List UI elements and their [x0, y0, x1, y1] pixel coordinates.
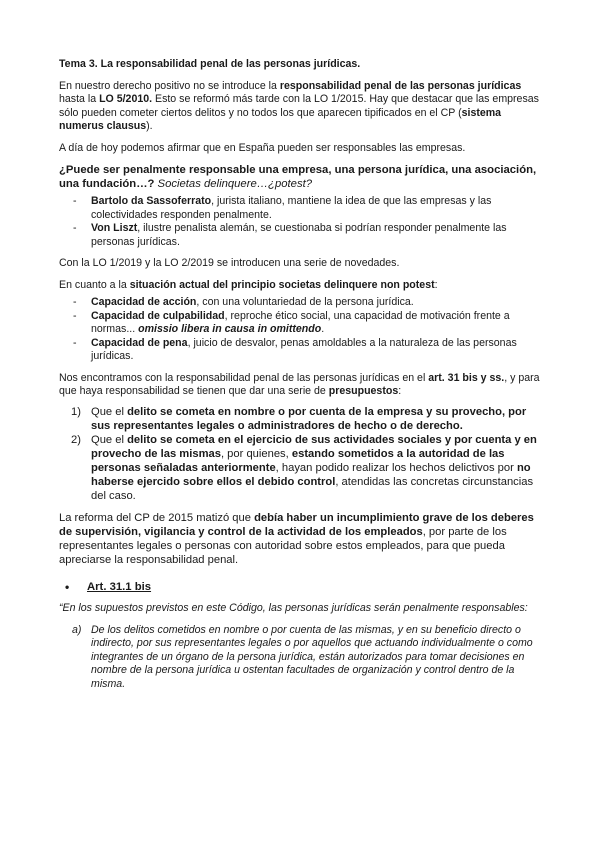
bold-text: LO 5/2010. [99, 93, 153, 105]
capacity-text: , juicio de desvalor, penas amoldables a la naturaleza de las personas jurídicas. [91, 336, 517, 362]
bold-text: delito se cometa en nombre o por cuenta de la empresa y su provecho, por sus representantes legales o administradores de hecho o de derecho. [91, 405, 527, 432]
article-heading [59, 581, 545, 595]
text-run: , por quienes, [220, 447, 292, 460]
capacity-name: Capacidad de acción [91, 296, 197, 308]
author-text: , ilustre penalista alemán, se cuestionaba si podrían responder penalmente las personas jurídicas. [91, 222, 507, 248]
text-run: : [434, 278, 438, 291]
author-name: Bartolo da Sassoferrato [91, 195, 212, 207]
list-item [59, 296, 545, 310]
text-run: , hayan podido realizar los hechos delictivos por [275, 461, 517, 474]
list-item [59, 222, 545, 249]
text-run: Que el [91, 433, 128, 446]
bold-text: art. 31 bis y ss. [428, 371, 505, 384]
question-bold: ¿Puede ser penalmente responsable una empresa, una persona jurídica, una asociación, una fundación…? [59, 164, 537, 190]
list-item [59, 433, 545, 503]
bold-text: responsabilidad penal de las personas jurídicas [279, 79, 522, 92]
item-number: 2) [71, 433, 81, 446]
quote-item-a [59, 624, 545, 692]
bold-text: sistema numerus clausus [59, 106, 502, 132]
bold-text: situación actual del principio societas delinquere non potest [129, 278, 435, 291]
bold-text: presupuestos [328, 385, 399, 397]
capacity-text: , reproche ético social, una capacidad de motivación frente a normas... [91, 309, 510, 335]
presupuestos-paragraph [59, 372, 545, 399]
capacity-text: , con una voluntariedad de la persona jurídica. [196, 296, 414, 308]
reform-paragraph [59, 511, 545, 567]
capacity-name: Capacidad de pena [91, 336, 188, 349]
text-run: : [398, 385, 402, 397]
spain-paragraph: A día de hoy podemos afirmar que en España pueden ser responsables las empresas. [59, 141, 466, 154]
text-run: En nuestro derecho positivo no se introduce la [59, 79, 280, 92]
article-label: Art. 31.1 bis [87, 580, 152, 593]
list-item: - Capacidad de culpabilidad, reproche ético social, una capacidad de motivación frente a normas... omissio libera in causa in omittendo. [59, 310, 545, 337]
text-run: , atendidas las concretas circunstancias del caso. [91, 475, 534, 502]
quote-text: De los delitos cometidos en nombre o por cuenta de las mismas, y en su beneficio directo o indirecto, por sus representantes legales o por aquellos que actuando individualmente o como integrantes de un órgano de la persona jurídica, están autorizados para tomar decisiones en nombre de la persona jurídica u ostentan facultades de organización y control dentro de la misma. [91, 623, 533, 690]
author-text: , jurista italiano, mantiene la idea de que las empresas y las colectividades responden penalmente. [91, 195, 492, 221]
bold-text: debía haber un incumplimiento grave de los deberes de supervisión, vigilancia y control de la actividad de los empleados [59, 511, 534, 538]
quote-intro: “En los supuestos previstos en este Código, las personas jurídicas serán penalmente responsables: [59, 602, 528, 614]
text-run: La reforma del CP de 2015 matizó que [59, 511, 255, 524]
bullet-icon: • [65, 579, 70, 594]
text-run: Nos encontramos con la responsabilidad penal de las personas jurídicas en el [59, 371, 429, 384]
list-item [59, 337, 545, 364]
intro-paragraph [59, 80, 545, 134]
capacity-name: Capacidad de culpabilidad [91, 309, 225, 322]
presupuestos-list [59, 405, 545, 503]
text-run: ). [146, 120, 153, 132]
situation-paragraph [59, 279, 545, 293]
bold-text: no haberse ejercido sobre ellos el debido control [91, 461, 531, 488]
text-run: , y para que haya responsabilidad se tienen que dar una serie de [59, 371, 540, 397]
text-run: Que el [91, 405, 128, 418]
item-number: 1) [71, 405, 81, 418]
authors-list [59, 195, 545, 249]
list-item [59, 195, 545, 222]
bold-text: estando sometidos a la autoridad de las personas señaladas anteriormente [91, 447, 505, 474]
question-paragraph [59, 163, 545, 191]
item-letter: a) [72, 623, 82, 636]
author-name: Von Liszt [91, 222, 138, 234]
document-title: Tema 3. La responsabilidad penal de las personas jurídicas. [59, 58, 361, 70]
capacities-list [59, 296, 545, 364]
text-run: , por parte de los representantes legales o personas con autoridad sobre estos empleados, para que pueda apreciarse la responsabilidad penal. [59, 525, 507, 566]
list-item [59, 405, 545, 433]
text-run: Esto se reformó más tarde con la LO 1/2015. Hay que destacar que las empresas sólo pueden cometer ciertos delitos y no todos los que aparecen tipificados en el CP ( [59, 93, 539, 119]
text-run: hasta la [59, 93, 100, 105]
question-italic: Societas delinquere…¿potest? [154, 178, 313, 190]
bold-text: delito se cometa en el ejercicio de sus actividades sociales y por cuenta y en provecho de las mismas [91, 433, 537, 460]
document-page [59, 58, 545, 691]
text-run: En cuanto a la [59, 278, 130, 291]
capacity-latin: omissio libera in causa in omittendo [138, 323, 322, 335]
novedades-paragraph: Con la LO 1/2019 y la LO 2/2019 se introducen una serie de novedades. [59, 257, 400, 269]
